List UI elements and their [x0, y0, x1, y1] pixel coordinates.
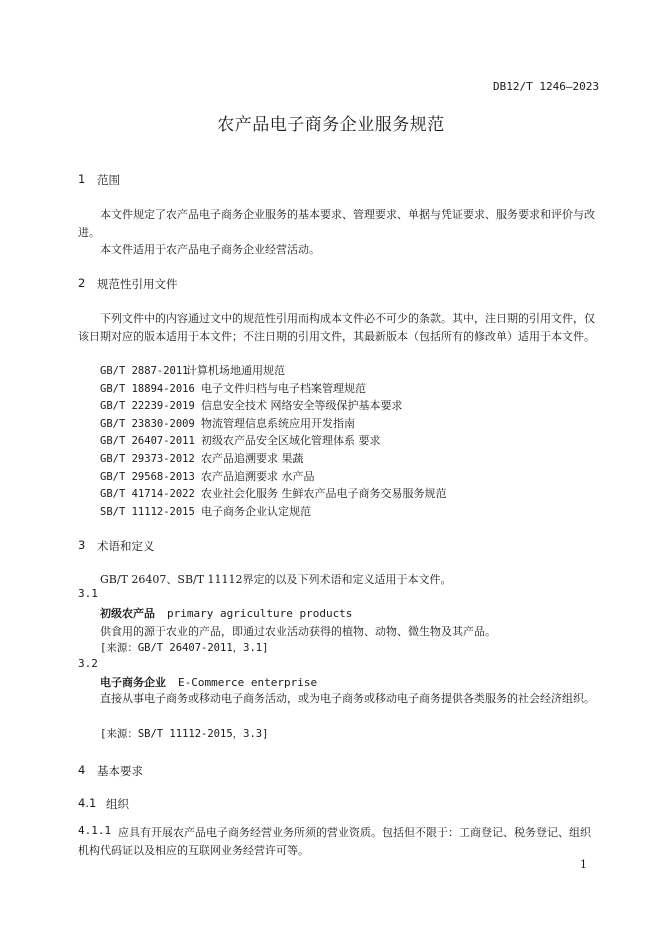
reference-item: [100, 468, 580, 486]
section-2-number: 2: [78, 276, 86, 290]
reference-item: [100, 503, 580, 521]
section-1-paragraph-1: 本文件规定了农产品电子商务企业服务的基本要求、管理要求、单据与凭证要求、服务要求和评价与改进。: [78, 208, 595, 239]
clause-4-1-1-text: 应具有开展农产品电子商务经营业务所须的营业资质。包括但不限于：工商登记、税务登记、组织机构代码证以及相应的互联网业务经营许可等。: [78, 826, 591, 857]
reference-code: GB/T 29373-2012: [100, 452, 195, 465]
reference-title: 农产品追溯要求 水产品: [201, 469, 315, 483]
reference-title: 农产品追溯要求 果蔬: [201, 451, 304, 465]
reference-item: [100, 432, 580, 450]
subsection-4-1-number: 4.1: [78, 796, 97, 810]
section-3-heading: 术语和定义: [97, 539, 155, 553]
reference-item: [100, 450, 580, 468]
reference-code: GB/T 18894-2016: [100, 382, 195, 395]
term-3-1-definition: 供食用的源于农业的产品，即通过农业活动获得的植物、动物、微生物及其产品。: [100, 625, 496, 638]
reference-title: 物流管理信息系统应用开发指南: [201, 416, 355, 430]
reference-code: GB/T 22239-2019: [100, 400, 195, 413]
reference-item: [100, 485, 580, 503]
reference-code: GB/T 2887-2011: [100, 365, 189, 377]
reference-code: GB/T 23830-2009: [100, 417, 195, 430]
reference-item: [100, 380, 580, 398]
reference-item: [100, 362, 580, 380]
reference-title: 电子商务企业认定规范: [201, 504, 311, 518]
section-3-intro: GB/T 26407、SB/T 11112界定的以及下列术语和定义适用于本文件。: [100, 573, 452, 586]
term-3-1-source: [来源：GB/T 26407-2011，3.1]: [100, 642, 269, 654]
document-code: DB12/T 1246—2023: [493, 80, 599, 93]
section-1-number: 1: [78, 172, 86, 186]
term-3-1-heading: [100, 605, 352, 621]
reference-item: [100, 415, 580, 433]
clause-4-1-1-number: 4.1.1: [78, 824, 112, 837]
reference-title: 计算机场地通用规范: [186, 364, 285, 377]
page-number: 1: [580, 858, 587, 871]
section-1-heading: 范围: [97, 173, 120, 187]
reference-code: GB/T 41714-2022: [100, 488, 195, 501]
section-4-number: 4: [78, 763, 86, 777]
reference-title: 信息安全技术 网络安全等级保护基本要求: [201, 399, 403, 413]
subsection-4-1-heading: 组织: [106, 797, 129, 811]
term-3-2-number: 3.2: [78, 657, 98, 670]
section-1-paragraph-2: 本文件适用于农产品电子商务企业经营活动。: [100, 243, 320, 256]
reference-title: 农业社会化服务 生鲜农产品电子商务交易服务规范: [201, 487, 447, 501]
term-name-zh: 初级农产品: [100, 607, 155, 620]
term-name-en: primary agriculture products: [167, 607, 353, 620]
reference-code: GB/T 29568-2013: [100, 470, 195, 483]
term-name-en: E-Commerce enterprise: [178, 676, 318, 689]
section-2-paragraph-1: 下列文件中的内容通过文中的规范性引用而构成本文件必不可少的条款。其中，注日期的引用文件，仅该日期对应的版本适用于本文件；不注日期的引用文件，其最新版本（包括所有的修改单）适用于本文件。: [78, 312, 595, 343]
reference-code: GB/T 26407-2011: [100, 435, 195, 448]
section-2-heading: 规范性引用文件: [97, 277, 178, 291]
term-name-zh: 电子商务企业: [100, 676, 166, 689]
term-3-2-heading: [100, 674, 317, 690]
term-3-1-number: 3.1: [78, 587, 98, 600]
section-4-heading: 基本要求: [97, 764, 143, 778]
normative-reference-list: [100, 362, 580, 520]
section-3-number: 3: [78, 538, 86, 552]
reference-item: [100, 397, 580, 415]
term-3-2-source: [来源：SB/T 11112-2015，3.3]: [100, 728, 269, 740]
reference-title: 初级农产品安全区域化管理体系 要求: [201, 434, 381, 448]
reference-title: 电子文件归档与电子档案管理规范: [201, 381, 366, 395]
term-3-2-definition: 直接从事电子商务或移动电子商务活动，或为电子商务或移动电子商务提供各类服务的社会经济组织。: [100, 692, 595, 705]
reference-code: SB/T 11112-2015: [100, 505, 195, 518]
page-title: 农产品电子商务企业服务规范: [217, 115, 445, 135]
